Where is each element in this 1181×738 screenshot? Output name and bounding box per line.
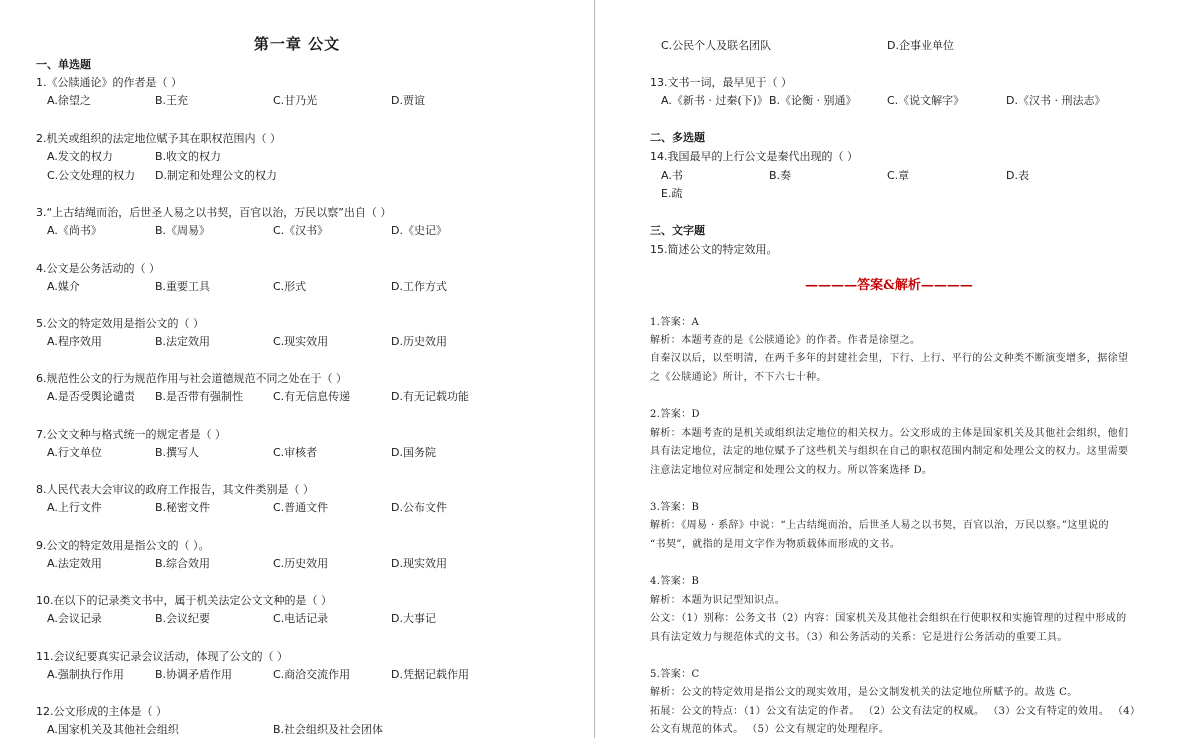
- question-8: 8.人民代表大会审议的政府工作报告，其文件类别是（ ）: [36, 483, 314, 496]
- option: A.会议记录: [47, 612, 102, 625]
- option: B.综合效用: [155, 557, 211, 570]
- option: B.社会组织及社会团体: [273, 723, 384, 736]
- option: D.有无记载功能: [391, 390, 469, 403]
- option: E.疏: [661, 187, 683, 200]
- answer-line: 解析：公文的特定效用是指公文的现实效用，是公文制发机关的法定地位所赋予的。故选 C。: [650, 687, 1078, 698]
- option: A.上行文件: [47, 501, 102, 514]
- section-heading-text-question: 三、文字题: [650, 224, 705, 237]
- question-3: 3.“上古结绳而治，后世圣人易之以书契，百官以治，万民以察”出自（ ）: [36, 206, 392, 219]
- answer-line: 5.答案：C: [650, 669, 700, 680]
- right-page: [597, 0, 1181, 738]
- question-13: 13.文书一词，最早见于（ ）: [650, 76, 792, 89]
- option: D.《汉书 · 刑法志》: [1006, 94, 1106, 107]
- answer-line: “书契”，就指的是用文字作为物质载体而形成的文书。: [650, 539, 901, 550]
- question-10: 10.在以下的记录类文书中，属于机关法定公文文种的是（ ）: [36, 594, 332, 607]
- answer-line: 具有法定效力与规范体式的文书。（3）和公务活动的关系：它是进行公务活动的重要工具。: [650, 632, 1068, 643]
- answer-line: 拓展：公文的特点：（1）公文有法定的作者。 （2）公文有法定的权威。 （3）公文有特定的效用。 （4）: [650, 706, 1141, 717]
- question-14: 14.我国最早的上行公文是秦代出现的（ ）: [650, 150, 858, 163]
- question-11: 11.会议纪要真实记录会议活动，体现了公文的（ ）: [36, 650, 288, 663]
- option: C.章: [887, 169, 910, 182]
- option: C.公民个人及联名团队: [661, 39, 772, 52]
- option: B.协调矛盾作用: [155, 668, 233, 681]
- option: B.重要工具: [155, 280, 211, 293]
- option: C.形式: [273, 280, 307, 293]
- option: B.王充: [155, 94, 189, 107]
- option: D.大事记: [391, 612, 436, 625]
- option: A.《新书 · 过秦(下)》: [661, 94, 768, 107]
- option: C.《说文解字》: [887, 94, 965, 107]
- option: A.是否受舆论谴责: [47, 390, 135, 403]
- answer-line: 之《公牍通论》所计，不下六七十种。: [650, 372, 827, 383]
- answer-line: 解析：本题考查的是机关或组织法定地位的相关权力。公文形成的主体是国家机关及其他社会组织，他们: [650, 428, 1129, 439]
- option: B.《周易》: [155, 224, 211, 237]
- option: C.电话记录: [273, 612, 329, 625]
- answer-line: 解析：本题为识记型知识点。: [650, 595, 786, 606]
- question-15: 15.简述公文的特定效用。: [650, 243, 778, 256]
- option: B.撰写人: [155, 446, 200, 459]
- option: D.国务院: [391, 446, 436, 459]
- option: C.普通文件: [273, 501, 329, 514]
- option: D.工作方式: [391, 280, 447, 293]
- page-divider: [594, 0, 595, 738]
- option: D.历史效用: [391, 335, 447, 348]
- option: A.徐望之: [47, 94, 91, 107]
- option: B.法定效用: [155, 335, 211, 348]
- option: B.奏: [769, 169, 792, 182]
- option: D.企事业单位: [887, 39, 954, 52]
- option: B.会议纪要: [155, 612, 211, 625]
- option: C.甘乃光: [273, 94, 318, 107]
- section-heading-multiple-choice: 二、多选题: [650, 131, 705, 144]
- option: A.书: [661, 169, 683, 182]
- option: D.制定和处理公文的权力: [155, 169, 277, 182]
- option: A.程序效用: [47, 335, 102, 348]
- option: A.发文的权力: [47, 150, 113, 163]
- answer-line: 3.答案：B: [650, 502, 700, 513]
- question-4: 4.公文是公务活动的（ ）: [36, 262, 160, 275]
- option: A.媒介: [47, 280, 80, 293]
- chapter-title: 第一章 公文: [253, 35, 341, 53]
- answer-line: 公文：（1）别称：公务文书（2）内容：国家机关及其他社会组织在行使职权和实施管理的过程中形成的: [650, 613, 1127, 624]
- question-6: 6.规范性公文的行为规范作用与社会道德规范不同之处在于（ ）: [36, 372, 347, 385]
- option: C.现实效用: [273, 335, 329, 348]
- option: A.《尚书》: [47, 224, 102, 237]
- answer-line: 自秦汉以后，以至明清，在两千多年的封建社会里，下行、上行、平行的公文种类不断演变增多，据徐望: [650, 353, 1129, 364]
- answer-line: 1.答案：A: [650, 317, 700, 328]
- answer-line: 解析：《周易 · 系辞》中说：“上古结绳而治，后世圣人易之以书契，百官以治，万民以察。”这里说的: [650, 520, 1109, 531]
- option: C.历史效用: [273, 557, 329, 570]
- option: B.收文的权力: [155, 150, 222, 163]
- section-heading-single-choice: 一、单选题: [36, 58, 91, 71]
- question-5: 5.公文的特定效用是指公文的（ ）: [36, 317, 204, 330]
- answer-line: 具有法定地位，法定的地位赋予了这些机关与组织在自己的职权范围内制定和处理公文的权力。这里需要: [650, 446, 1129, 457]
- question-1: 1.《公牍通论》的作者是（ ）: [36, 76, 182, 89]
- option: C.《汉书》: [273, 224, 329, 237]
- option: B.秘密文件: [155, 501, 211, 514]
- question-2: 2.机关或组织的法定地位赋予其在职权范围内（ ）: [36, 132, 281, 145]
- option: D.贾谊: [391, 94, 425, 107]
- option: D.《史记》: [391, 224, 447, 237]
- answer-line: 4.答案：B: [650, 576, 700, 587]
- answer-line: 公文有规范的体式。 （5）公文有规定的处理程序。: [650, 724, 890, 735]
- option: D.凭据记载作用: [391, 668, 469, 681]
- option: A.行文单位: [47, 446, 102, 459]
- option: C.有无信息传递: [273, 390, 351, 403]
- option: B.是否带有强制性: [155, 390, 244, 403]
- answer-line: 注意法定地位对应制定和处理公文的权力。所以答案选择 D。: [650, 465, 933, 476]
- option: A.法定效用: [47, 557, 102, 570]
- question-7: 7.公文文种与格式统一的规定者是（ ）: [36, 428, 226, 441]
- answer-line: 2.答案：D: [650, 409, 700, 420]
- option: D.表: [1006, 169, 1029, 182]
- option: A.强制执行作用: [47, 668, 124, 681]
- option: C.商洽交流作用: [273, 668, 351, 681]
- question-12: 12.公文形成的主体是（ ）: [36, 705, 167, 718]
- option: D.现实效用: [391, 557, 447, 570]
- question-9: 9.公文的特定效用是指公文的（ ）。: [36, 539, 210, 552]
- option: B.《论衡 · 别通》: [769, 94, 857, 107]
- answer-line: 解析：本题考查的是《公牍通论》的作者。作者是徐望之。: [650, 335, 921, 346]
- option: A.国家机关及其他社会组织: [47, 723, 179, 736]
- option: C.公文处理的权力: [47, 169, 136, 182]
- option: D.公布文件: [391, 501, 447, 514]
- option: C.审核者: [273, 446, 318, 459]
- answers-title: ————答案&解析————: [805, 278, 973, 293]
